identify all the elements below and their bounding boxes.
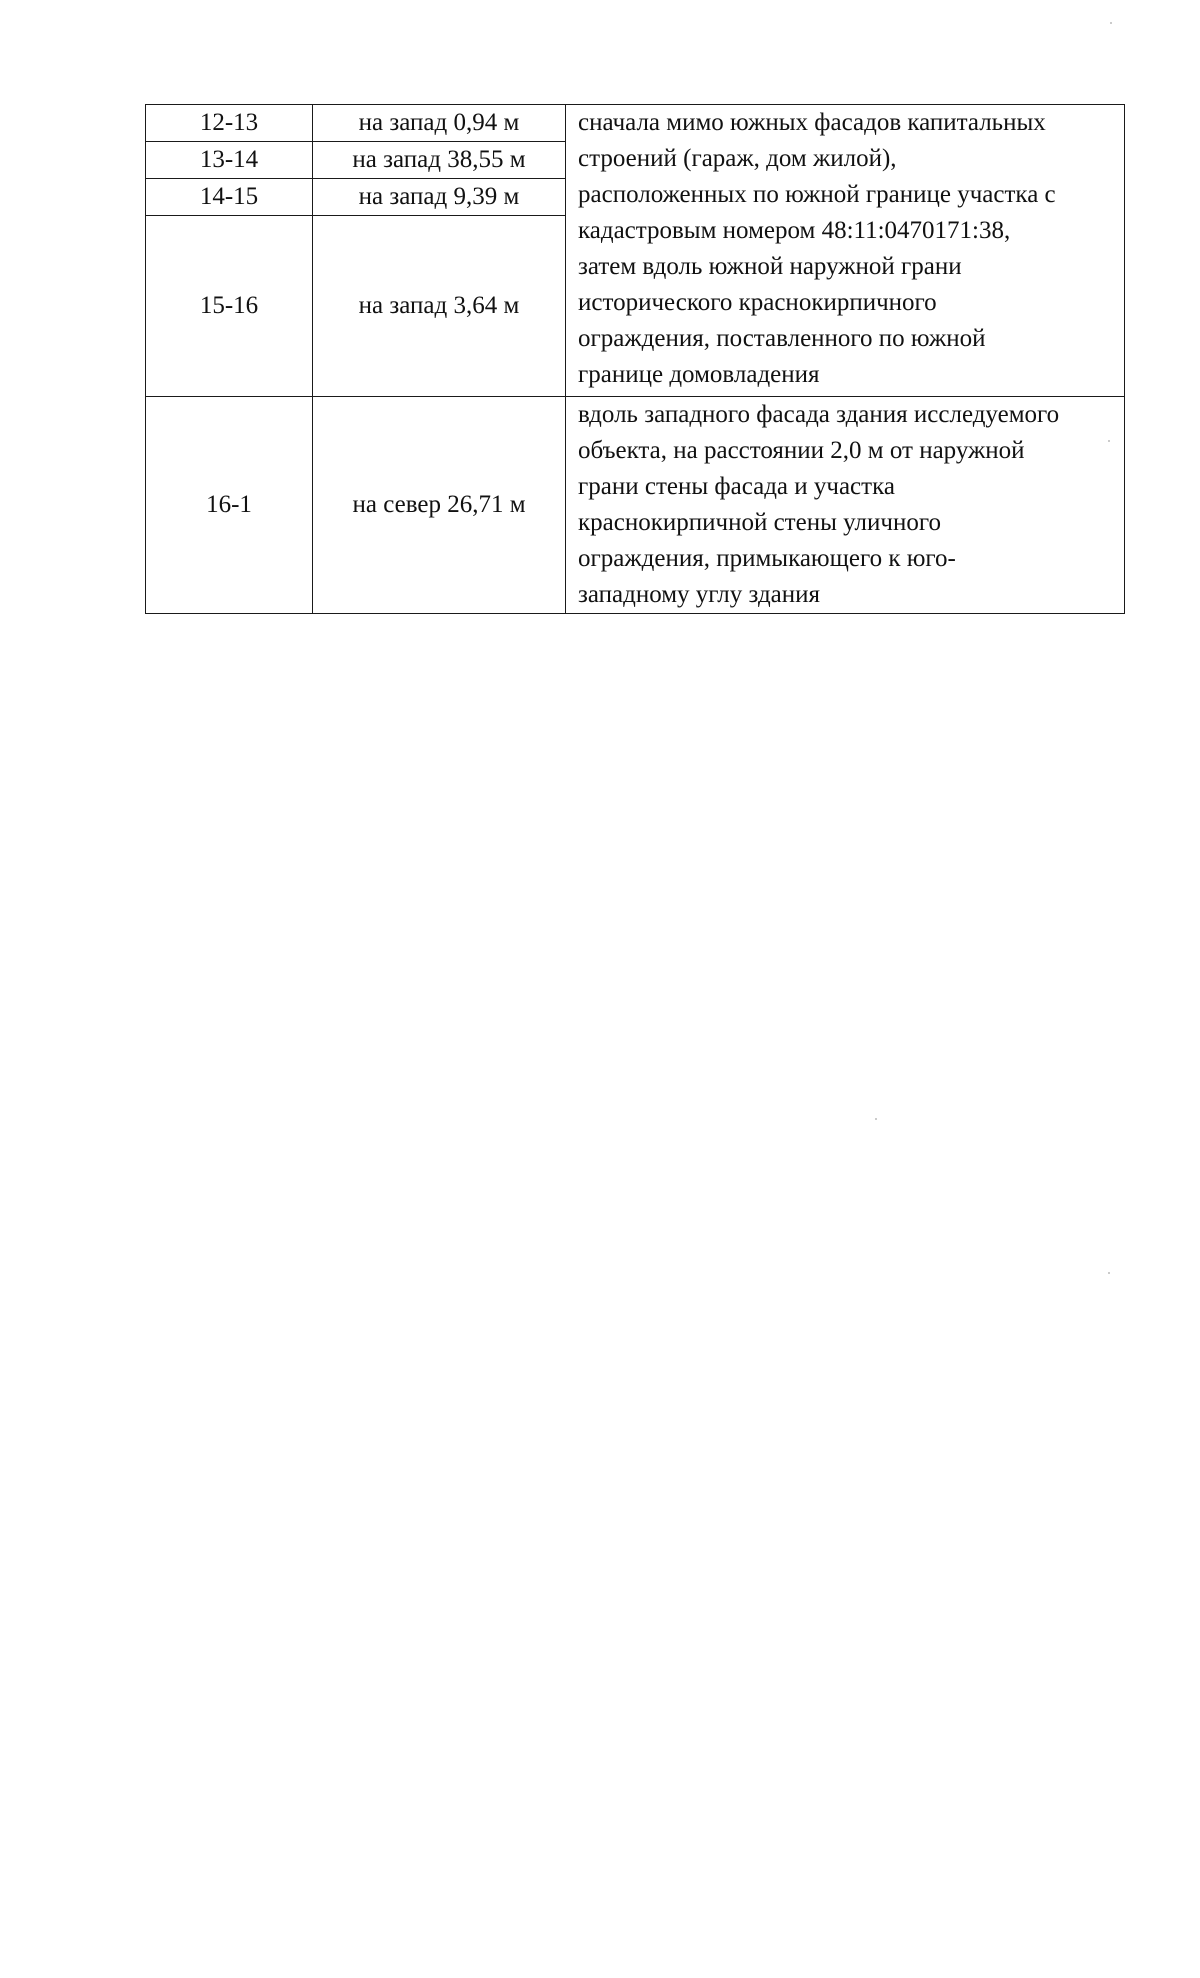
points-cell: 14-15: [146, 179, 313, 216]
description-cell: [566, 105, 1125, 397]
table-row: [146, 105, 1125, 142]
points-cell: 13-14: [146, 142, 313, 179]
description-cell: [566, 397, 1125, 614]
scan-speck: [1108, 1272, 1110, 1274]
description-line: ограждения, примыкающего к юго-: [578, 545, 956, 572]
description-line: расположенных по южной границе участка с: [578, 181, 1056, 208]
description-line: затем вдоль южной наружной грани: [578, 253, 962, 280]
boundary-table: [145, 104, 1125, 614]
description-line: объекта, на расстоянии 2,0 м от наружной: [578, 437, 1025, 464]
description-line: сначала мимо южных фасадов капитальных: [578, 109, 1046, 136]
table-row: [146, 397, 1125, 614]
description-line: границе домовладения: [578, 361, 820, 388]
description-line: ограждения, поставленного по южной: [578, 325, 986, 352]
direction-cell: на запад 3,64 м: [313, 216, 566, 397]
description-line: исторического краснокирпичного: [578, 289, 937, 316]
description-line: кадастровым номером 48:11:0470171:38,: [578, 217, 1011, 244]
direction-cell: на запад 0,94 м: [313, 105, 566, 142]
scan-speck: [1110, 22, 1112, 24]
direction-cell: на север 26,71 м: [313, 397, 566, 614]
description-line: строений (гараж, дом жилой),: [578, 145, 897, 172]
points-cell: 12-13: [146, 105, 313, 142]
description-line: вдоль западного фасада здания исследуемого: [578, 401, 1060, 428]
scan-speck: [875, 1118, 877, 1120]
points-cell: 16-1: [146, 397, 313, 614]
direction-cell: на запад 38,55 м: [313, 142, 566, 179]
points-cell: 15-16: [146, 216, 313, 397]
description-line: западному углу здания: [578, 581, 821, 608]
direction-cell: на запад 9,39 м: [313, 179, 566, 216]
description-line: грани стены фасада и участка: [578, 473, 895, 500]
description-line: краснокирпичной стены уличного: [578, 509, 941, 536]
